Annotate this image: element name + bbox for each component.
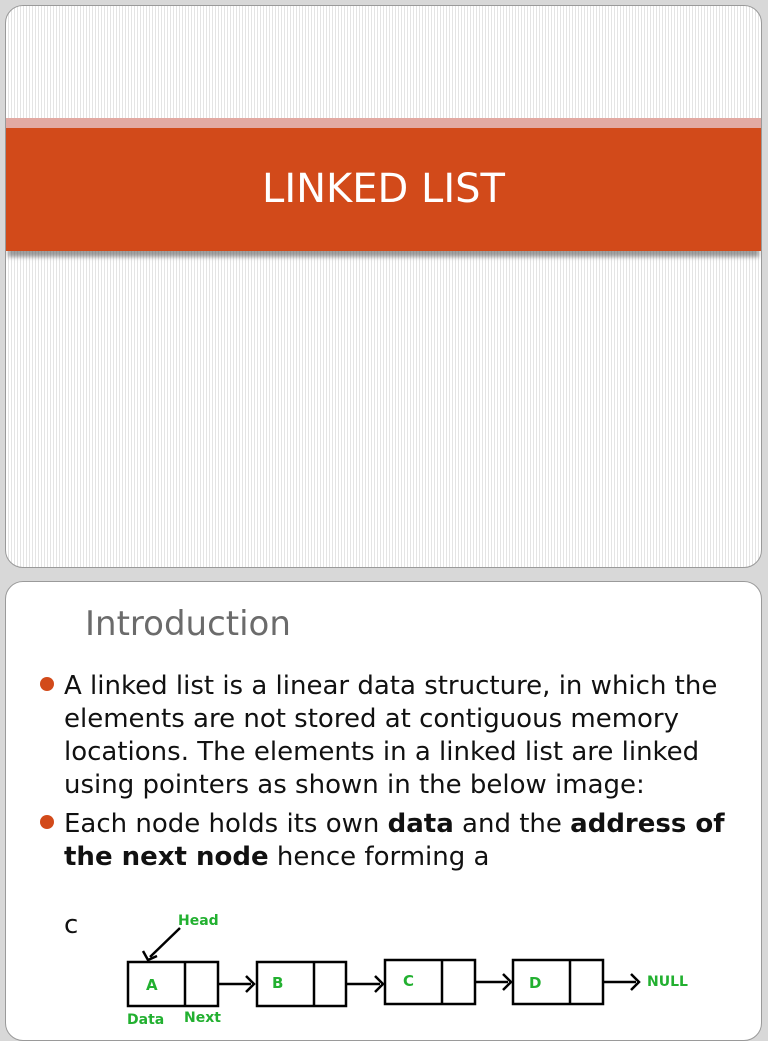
bullet-dot-icon: [40, 677, 54, 691]
bullet-bold-address: address of the next node: [64, 809, 725, 872]
node-box: [513, 960, 603, 1004]
bullet-text-part: Each node holds its own: [64, 809, 388, 839]
bullet-dot-icon: [40, 815, 54, 829]
data-label: Data: [127, 1012, 165, 1028]
title-slide[interactable]: [5, 5, 762, 568]
bullet-text-part: and the: [453, 809, 571, 839]
node-value: A: [146, 976, 158, 994]
node-box: [385, 960, 475, 1004]
null-label: NULL: [647, 974, 688, 990]
slide-title: LINKED LIST: [262, 165, 505, 212]
title-band-highlight: [6, 118, 761, 128]
title-band: [6, 128, 761, 251]
node-box: [257, 962, 346, 1006]
linked-list-diagram: [6, 902, 762, 1041]
bullet-list: [38, 670, 737, 888]
node-value: D: [529, 974, 542, 992]
next-label: Next: [184, 1010, 221, 1026]
bullet-item: [38, 670, 737, 802]
bullet-text: A linked list is a linear data structure, in which the elements are not stored at contiguous memory locations. The elements in a linked list are linked using pointers as shown in the below image:: [64, 671, 718, 800]
slide-heading: Introduction: [85, 604, 291, 644]
bullet-text-part: hence forming a: [268, 842, 490, 872]
node-box: [128, 962, 218, 1006]
head-label: Head: [178, 913, 219, 929]
clipped-text: c: [64, 910, 79, 940]
bullet-item: [38, 808, 737, 874]
bullet-bold-data: data: [387, 809, 454, 839]
head-arrow: [150, 928, 180, 957]
introduction-slide[interactable]: [5, 581, 762, 1041]
node-value: C: [403, 972, 415, 990]
node-value: B: [272, 974, 284, 992]
